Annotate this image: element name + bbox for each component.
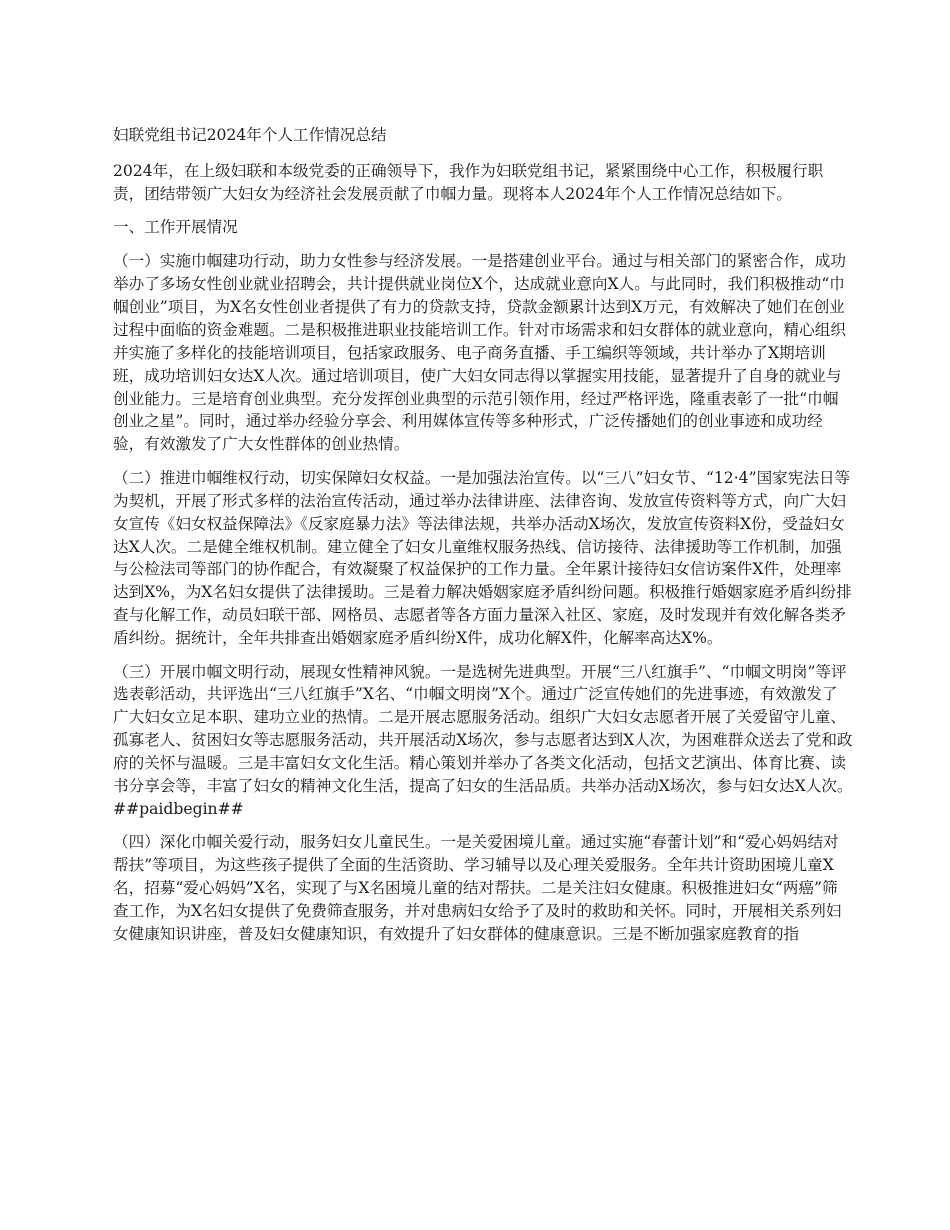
document-title: 妇联党组书记2024年个人工作情况总结 [113, 126, 387, 144]
paragraph-rights-protection: （二）推进巾帼维权行动，切实保障妇女权益。一是加强法治宣传。以“三八”妇女节、“12·4”国家宪法日等为契机，开展了形式多样的法治宣传活动，通过举办法律讲座、法律咨询、发放宣传资料等方式，向广大妇女宣传《妇女权益保障法》《反家庭暴力法》等法律法规，共举办活动X场次，发放宣传资料X份，受益妇女达X人次。二是健全维权机制。建立健全了妇女儿童维权服务热线、信访接待、法律援助等工作机制，加强与公检法司等部门的协作配合，有效凝聚了权益保护的工作力量。全年累计接待妇女信访案件X件，处理率达到X%，为X名妇女提供了法律援助。三是着力解决婚姻家庭矛盾纠纷问题。积极推行婚姻家庭矛盾纠纷排查与化解工作，动员妇联干部、网格员、志愿者等各方面力量深入社区、家庭，及时发现并有效化解各类矛盾纠纷。据统计，全年共排查出婚姻家庭矛盾纠纷X件，成功化解X件，化解率高达X%。 [113, 468, 852, 648]
intro-paragraph: 2024年，在上级妇联和本级党委的正确领导下，我作为妇联党组书记，紧紧围绕中心工作，积极履行职责，团结带领广大妇女为经济社会发展贡献了巾帼力量。现将本人2024年个人工作情况总结如下。 [113, 161, 824, 203]
paragraph-civilization-action: （三）开展巾帼文明行动，展现女性精神风貌。一是选树先进典型。开展“三八红旗手”、“巾帼文明岗”等评选表彰活动，共评选出“三八红旗手”X名、“巾帼文明岗”X个。通过广泛宣传她们的先进事迹，有效激发了广大妇女立足本职、建功立业的热情。二是开展志愿服务活动。组织广大妇女志愿者开展了关爱留守儿童、孤寡老人、贫困妇女等志愿服务活动，共开展活动X场次，参与志愿者达到X人次，为困难群众送去了党和政府的关怀与温暖。三是丰富妇女文化生活。精心策划并举办了各类文化活动，包括文艺演出、体育比赛、读书分享会等，丰富了妇女的精神文化生活，提高了妇女的生活品质。共举办活动X场次，参与妇女达X人次。##paidbegin## [113, 662, 853, 818]
section-heading: 一、工作开展情况 [113, 218, 238, 237]
document-body [113, 124, 853, 956]
paragraph-economic-development: （一）实施巾帼建功行动，助力女性参与经济发展。一是搭建创业平台。通过与相关部门的紧密合作，成功举办了多场女性创业就业招聘会，共计提供就业岗位X个，达成就业意向X人。与此同时，我们积极推动“巾帼创业”项目，为X名女性创业者提供了有力的贷款支持，贷款金额累计达到X万元，有效解决了她们在创业过程中面临的资金难题。二是积极推进职业技能培训工作。针对市场需求和妇女群体的就业意向，精心组织并实施了多样化的技能培训项目，包括家政服务、电子商务直播、手工编织等领域，共计举办了X期培训班，成功培训妇女达X人次。通过培训项目，使广大妇女同志得以掌握实用技能，显著提升了自身的就业与创业能力。三是培育创业典型。充分发挥创业典型的示范引领作用，经过严格评选，隆重表彰了一批“巾帼创业之星”。同时，通过举办经验分享会、利用媒体宣传等多种形式，广泛传播她们的创业事迹和成功经验，有效激发了广大女性群体的创业热情。 [113, 252, 846, 454]
paragraph-care-action: （四）深化巾帼关爱行动，服务妇女儿童民生。一是关爱困境儿童。通过实施“春蕾计划”和“爱心妈妈结对帮扶”等项目，为这些孩子提供了全面的生活资助、学习辅导以及心理关爱服务。全年共计资助困境儿童X名，招募“爱心妈妈”X名，实现了与X名困境儿童的结对帮扶。二是关注妇女健康。积极推进妇女“两癌”筛查工作，为X名妇女提供了免费筛查服务，并对患病妇女给予了及时的救助和关怀。同时，开展相关系列妇女健康知识讲座，普及妇女健康知识，有效提升了妇女群体的健康意识。三是不断加强家庭教育的指 [113, 833, 842, 943]
